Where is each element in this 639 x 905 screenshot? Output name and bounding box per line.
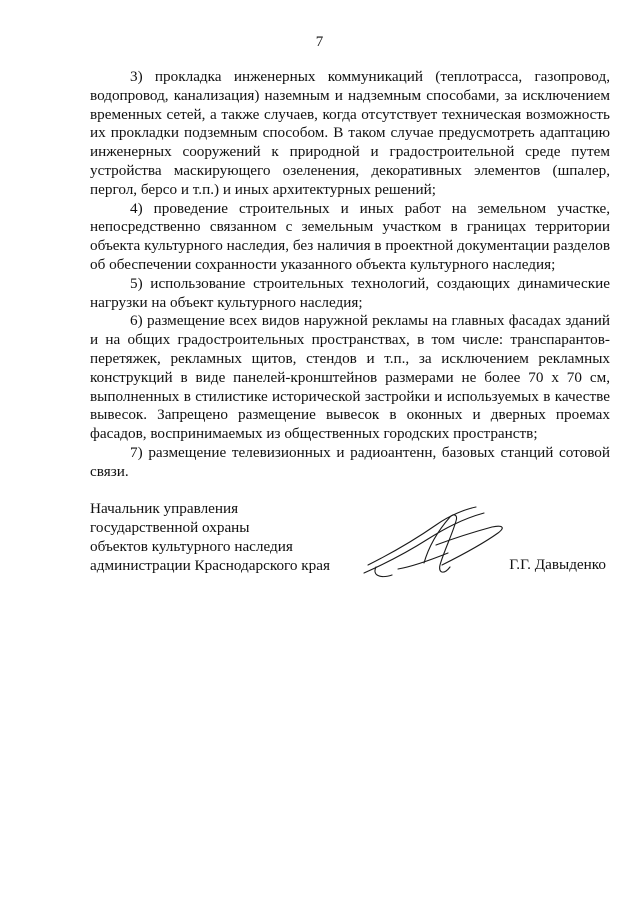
list-item-7: 7) размещение телевизионных и радиоантенн, базовых станций сотовой связи.: [90, 443, 610, 480]
list-item-5: 5) использование строительных технологий, создающих динамические нагрузки на объект культурного наследия;: [90, 274, 610, 311]
signer-position-line: объектов культурного наследия: [90, 538, 293, 555]
signer-position: [90, 499, 330, 575]
signer-position-line: Начальник управления: [90, 500, 239, 517]
signature-block: [90, 499, 610, 589]
list-item-3: 3) прокладка инженерных коммуникаций (теплотрасса, газопровод, водопровод, канализация) наземным и надземным способами, за исключением временных сетей, а также случаев, когда отсутствует техническая возможность их прокладки подземным способом. В таком случае предусмотреть адаптацию инженерных сооружений к природной и градостроительной среде путем устройства маскирующего озеленения, декоративных элементов (шпалер, пергол, берсо и т.п.) и иных архитектурных решений;: [90, 68, 610, 198]
list-item-4: 4) проведение строительных и иных работ на земельном участке, непосредственно связанном с земельным участком в границах территории объекта культурного наследия, без наличия в проектной документации разделов об обеспечении сохранности указанного объекта культурного наследия;: [90, 199, 610, 273]
document-body: [90, 68, 610, 482]
list-item-6: 6) размещение всех видов наружной рекламы на главных фасадах зданий и на общих градостроительных пространствах, в том числе: транспарантов-перетяжек, рекламных щитов, стендов и т.п., за исключением рекламных конструкций в виде панелей-кронштейнов размерами не более 70 х 70 см, выполненных в стилистике исторической застройки и используемых в качестве вывесок. Запрещено размещение вывесок в оконных и дверных проемах фасадов, воспринимаемых из общественных городских пространств;: [90, 312, 610, 443]
signer-position-line: государственной охраны: [90, 519, 250, 536]
page-number: 7: [315, 34, 324, 50]
signer-position-line: администрации Краснодарского края: [90, 557, 330, 574]
handwritten-signature: [358, 503, 510, 593]
signer-name: Г.Г. Давыденко: [509, 556, 606, 573]
